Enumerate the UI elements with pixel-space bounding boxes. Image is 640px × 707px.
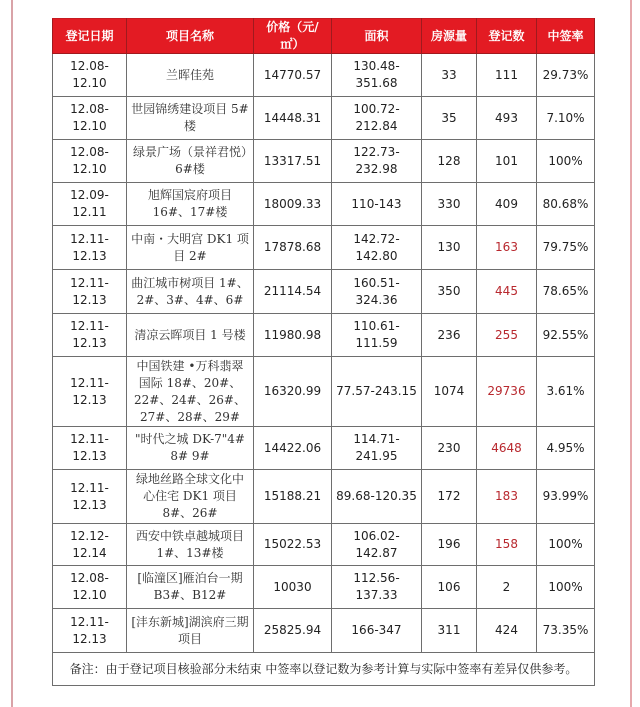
project-name-cell: 西安中铁卓越城项目 1#、13#楼	[127, 524, 254, 566]
win-rate-cell: 93.99%	[537, 470, 595, 524]
supply-cell: 311	[422, 609, 477, 653]
project-name-cell: 世园锦绣建设项目 5#楼	[127, 97, 254, 140]
price-cell: 10030	[254, 566, 332, 609]
registrations-cell: 2	[477, 566, 537, 609]
price-cell: 25825.94	[254, 609, 332, 653]
area-cell: 110-143	[332, 183, 422, 226]
project-name-cell: 中南・大明宫 DK1 项目 2#	[127, 226, 254, 270]
win-rate-cell: 29.73%	[537, 54, 595, 97]
registrations-cell: 111	[477, 54, 537, 97]
registrations-cell: 101	[477, 140, 537, 183]
supply-cell: 236	[422, 314, 477, 357]
project-name-cell: 兰晖佳苑	[127, 54, 254, 97]
area-cell: 122.73-232.98	[332, 140, 422, 183]
project-name-cell: 中国铁建 •万科翡翠国际 18#、20#、22#、24#、26#、27#、28#、29#	[127, 357, 254, 427]
header-row	[53, 19, 595, 54]
table-row	[53, 140, 595, 183]
win-rate-cell: 79.75%	[537, 226, 595, 270]
date-cell: 12.08-12.10	[53, 566, 127, 609]
price-cell: 14448.31	[254, 97, 332, 140]
win-rate-cell: 80.68%	[537, 183, 595, 226]
price-cell: 13317.51	[254, 140, 332, 183]
project-name-cell: 绿地丝路全球文化中心住宅 DK1 项目 8#、26#	[127, 470, 254, 524]
project-name-cell: 清凉云晖项目 1 号楼	[127, 314, 254, 357]
supply-cell: 33	[422, 54, 477, 97]
price-cell: 11980.98	[254, 314, 332, 357]
date-cell: 12.11-12.13	[53, 270, 127, 314]
table-row	[53, 609, 595, 653]
header-project-name: 项目名称	[127, 19, 254, 54]
table-row	[53, 183, 595, 226]
supply-cell: 106	[422, 566, 477, 609]
registrations-cell: 255	[477, 314, 537, 357]
project-name-cell: 绿景广场（景祥君悦）6#楼	[127, 140, 254, 183]
area-cell: 130.48-351.68	[332, 54, 422, 97]
area-cell: 110.61-111.59	[332, 314, 422, 357]
registrations-cell: 409	[477, 183, 537, 226]
price-cell: 18009.33	[254, 183, 332, 226]
area-cell: 142.72-142.80	[332, 226, 422, 270]
header-price: 价格（元/㎡）	[254, 19, 332, 54]
date-cell: 12.11-12.13	[53, 609, 127, 653]
table-row	[53, 226, 595, 270]
table-row	[53, 566, 595, 609]
table-row	[53, 427, 595, 470]
area-cell: 77.57-243.15	[332, 357, 422, 427]
registrations-cell: 29736	[477, 357, 537, 427]
supply-cell: 330	[422, 183, 477, 226]
frame-border-left	[11, 0, 13, 707]
win-rate-cell: 73.35%	[537, 609, 595, 653]
table-row	[53, 270, 595, 314]
area-cell: 166-347	[332, 609, 422, 653]
win-rate-cell: 3.61%	[537, 357, 595, 427]
date-cell: 12.12-12.14	[53, 524, 127, 566]
price-cell: 15022.53	[254, 524, 332, 566]
area-cell: 100.72-212.84	[332, 97, 422, 140]
area-cell: 160.51-324.36	[332, 270, 422, 314]
table-row	[53, 524, 595, 566]
header-win-rate: 中签率	[537, 19, 595, 54]
supply-cell: 35	[422, 97, 477, 140]
header-supply: 房源量	[422, 19, 477, 54]
date-cell: 12.11-12.13	[53, 226, 127, 270]
registrations-cell: 183	[477, 470, 537, 524]
date-cell: 12.08-12.10	[53, 140, 127, 183]
table-row	[53, 54, 595, 97]
supply-cell: 1074	[422, 357, 477, 427]
price-cell: 14770.57	[254, 54, 332, 97]
registrations-cell: 158	[477, 524, 537, 566]
win-rate-cell: 78.65%	[537, 270, 595, 314]
frame-border-right	[630, 0, 632, 707]
registrations-cell: 424	[477, 609, 537, 653]
project-name-cell: "时代之城 DK-7"4# 8# 9#	[127, 427, 254, 470]
project-name-cell: [沣东新城]湖滨府三期项目	[127, 609, 254, 653]
table-row	[53, 97, 595, 140]
area-cell: 114.71-241.95	[332, 427, 422, 470]
price-cell: 16320.99	[254, 357, 332, 427]
project-name-cell: 旭辉国宸府项目 16#、17#楼	[127, 183, 254, 226]
date-cell: 12.11-12.13	[53, 470, 127, 524]
table-row	[53, 470, 595, 524]
area-cell: 89.68-120.35	[332, 470, 422, 524]
registrations-cell: 493	[477, 97, 537, 140]
win-rate-cell: 4.95%	[537, 427, 595, 470]
price-cell: 15188.21	[254, 470, 332, 524]
win-rate-cell: 100%	[537, 566, 595, 609]
date-cell: 12.08-12.10	[53, 97, 127, 140]
win-rate-cell: 100%	[537, 140, 595, 183]
supply-cell: 350	[422, 270, 477, 314]
date-cell: 12.08-12.10	[53, 54, 127, 97]
registrations-cell: 163	[477, 226, 537, 270]
win-rate-cell: 7.10%	[537, 97, 595, 140]
header-registrations: 登记数	[477, 19, 537, 54]
registrations-cell: 4648	[477, 427, 537, 470]
note-text: 备注：由于登记项目核验部分未结束 中签率以登记数为参考计算与实际中签率有差异仅供参考。	[53, 653, 595, 686]
table-row	[53, 314, 595, 357]
price-cell: 21114.54	[254, 270, 332, 314]
area-cell: 112.56-137.33	[332, 566, 422, 609]
area-cell: 106.02-142.87	[332, 524, 422, 566]
price-cell: 17878.68	[254, 226, 332, 270]
supply-cell: 196	[422, 524, 477, 566]
lottery-registration-table	[52, 18, 595, 686]
win-rate-cell: 100%	[537, 524, 595, 566]
header-area: 面积	[332, 19, 422, 54]
header-date: 登记日期	[53, 19, 127, 54]
date-cell: 12.11-12.13	[53, 427, 127, 470]
date-cell: 12.09-12.11	[53, 183, 127, 226]
price-cell: 14422.06	[254, 427, 332, 470]
win-rate-cell: 92.55%	[537, 314, 595, 357]
registrations-cell: 445	[477, 270, 537, 314]
supply-cell: 128	[422, 140, 477, 183]
table-row	[53, 357, 595, 427]
project-name-cell: [临潼区]雁泊台一期 B3#、B12#	[127, 566, 254, 609]
supply-cell: 130	[422, 226, 477, 270]
project-name-cell: 曲江城市树项目 1#、2#、3#、4#、6#	[127, 270, 254, 314]
supply-cell: 230	[422, 427, 477, 470]
supply-cell: 172	[422, 470, 477, 524]
date-cell: 12.11-12.13	[53, 314, 127, 357]
note-row	[53, 653, 595, 686]
date-cell: 12.11-12.13	[53, 357, 127, 427]
